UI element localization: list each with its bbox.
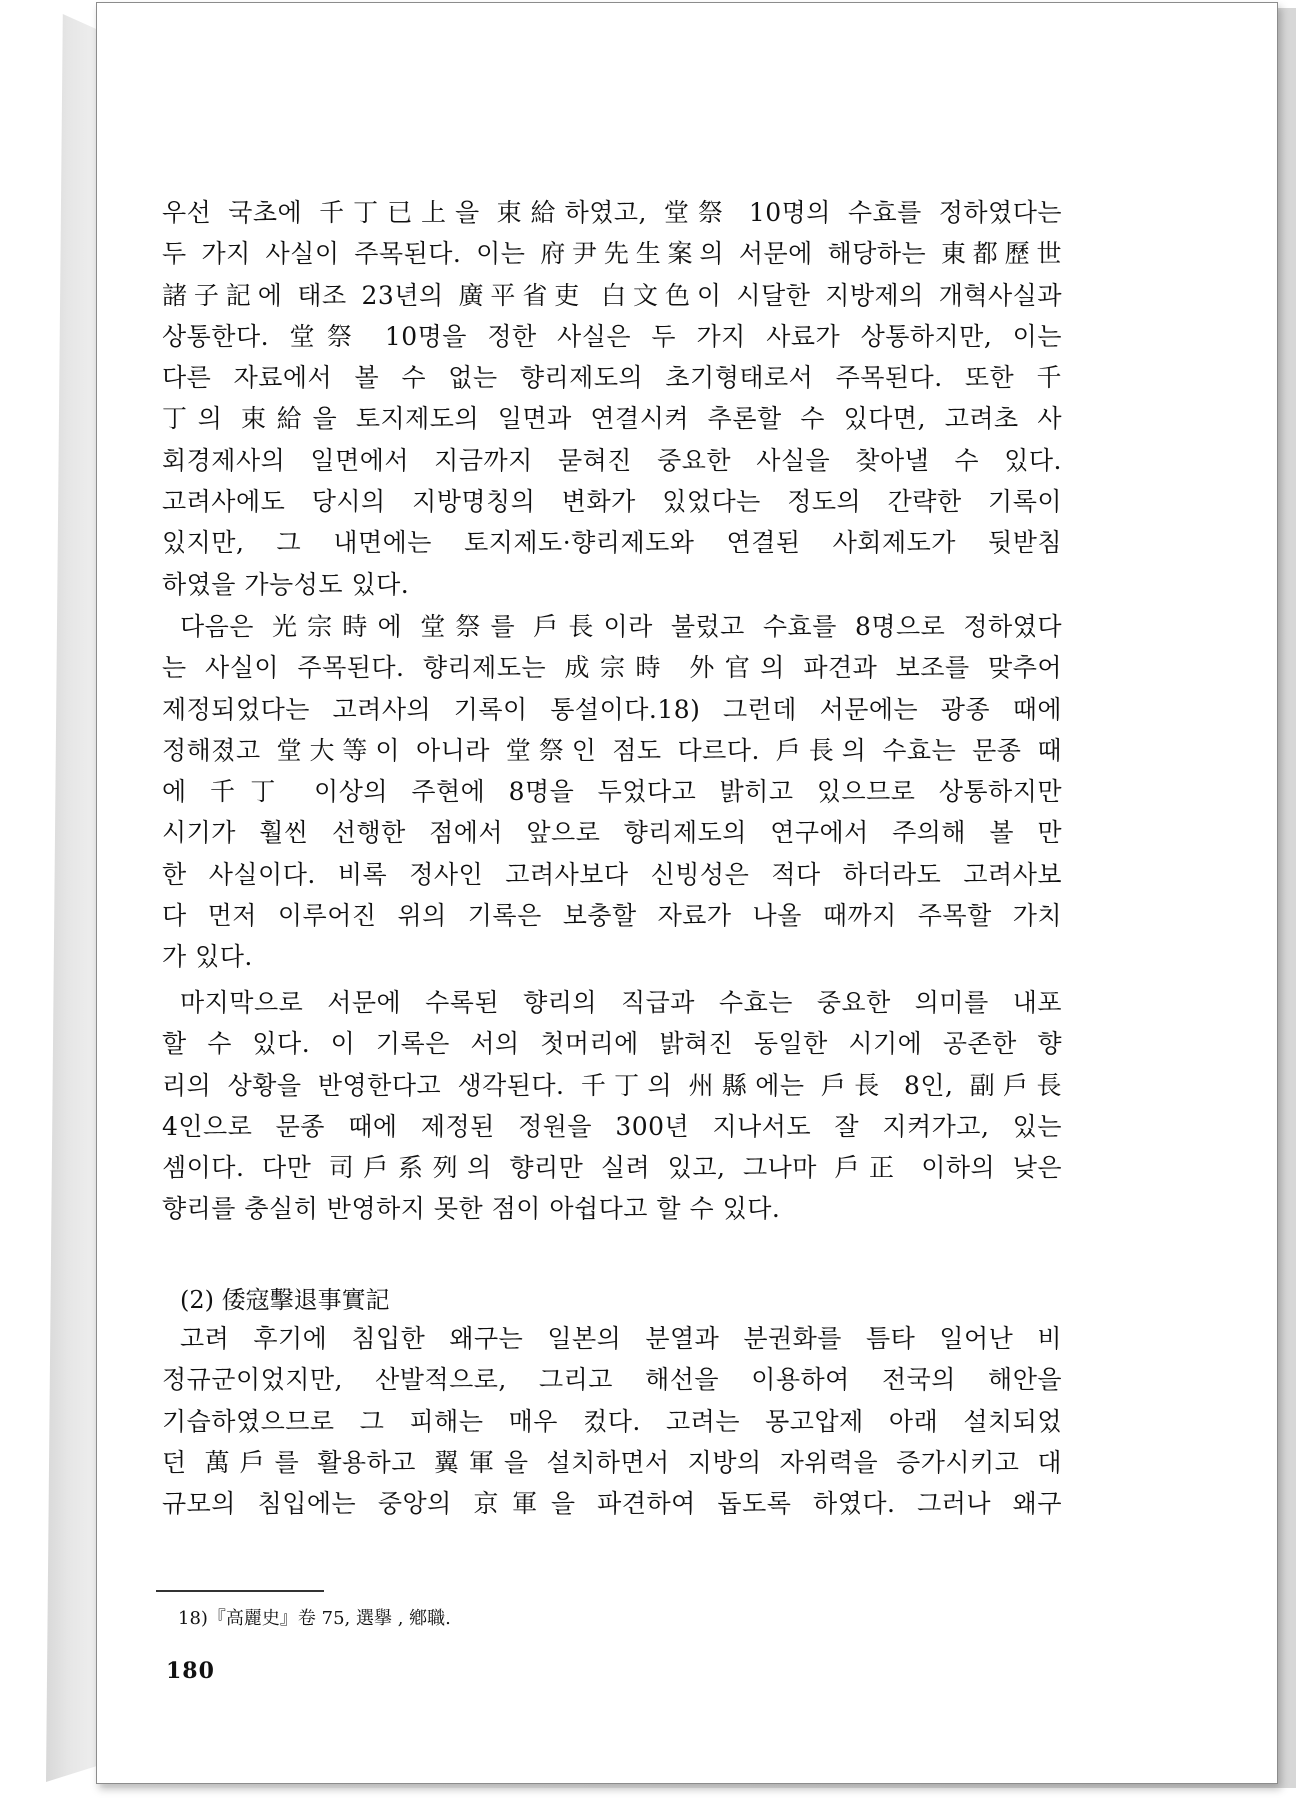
book-spine — [46, 14, 102, 1782]
text-line: 두 가지 사실이 주목된다. 이는 府尹先生案의 서문에 해당하는 東都歷世 — [162, 239, 1062, 269]
paragraph-4 — [162, 1318, 1062, 1524]
text-line: 고려 후기에 침입한 왜구는 일본의 분열과 분권화를 틈타 일어난 비 — [180, 1324, 1062, 1353]
text-line: 향리를 충실히 반영하지 못한 점이 아쉽다고 할 수 있다. — [162, 1194, 781, 1224]
page-number: 180 — [166, 1658, 215, 1684]
text-line: 다 먼저 이루어진 위의 기록은 보충할 자료가 나올 때까지 주목할 가치 — [162, 901, 1062, 931]
text-line: 우선 국초에 千丁已上을 束給하였고, 堂祭 10명의 수효를 정하였다는 — [162, 198, 1062, 227]
paragraph-2 — [162, 606, 1062, 978]
text-line: 할 수 있다. 이 기록은 서의 첫머리에 밝혀진 동일한 시기에 공존한 향 — [162, 1029, 1062, 1059]
text-line: 마지막으로 서문에 수록된 향리의 직급과 수효는 중요한 의미를 내포 — [180, 988, 1062, 1017]
section-heading: (2) 倭寇擊退事實記 — [180, 1286, 390, 1314]
text-line: 회경제사의 일면에서 지금까지 묻혀진 중요한 사실을 찾아낼 수 있다. — [162, 445, 1062, 475]
text-line: 던 萬戶를 활용하고 翼軍을 설치하면서 지방의 자위력을 증가시키고 대 — [162, 1447, 1062, 1477]
text-line: 상통한다. 堂祭 10명을 정한 사실은 두 가지 사료가 상통하지만, 이는 — [162, 321, 1062, 351]
footnote-divider — [156, 1590, 324, 1592]
text-line: 정규군이었지만, 산발적으로, 그리고 해선을 이용하여 전국의 해안을 — [162, 1365, 1062, 1395]
text-line: 는 사실이 주목된다. 향리제도는 成宗時 外官의 파견과 보조를 맞추어 — [162, 653, 1062, 683]
text-line: 시기가 훨씬 선행한 점에서 앞으로 향리제도의 연구에서 주의해 볼 만 — [162, 818, 1062, 848]
text-line: 규모의 침입에는 중앙의 京軍을 파견하여 돕도록 하였다. 그러나 왜구 — [162, 1489, 1062, 1519]
text-line: 諸子記에 태조 23년의 廣平省吏 白文色이 시달한 지방제의 개혁사실과 — [162, 280, 1062, 310]
text-line: 다른 자료에서 볼 수 없는 향리제도의 초기형태로서 주목된다. 또한 千 — [162, 363, 1062, 393]
text-line: 정해졌고 堂大等이 아니라 堂祭인 점도 다르다. 戶長의 수효는 문종 때 — [162, 735, 1062, 765]
text-line: 한 사실이다. 비록 정사인 고려사보다 신빙성은 적다 하더라도 고려사보 — [162, 859, 1062, 889]
text-line: 丁의 束給을 토지제도의 일면과 연결시켜 추론할 수 있다면, 고려초 사 — [162, 404, 1062, 434]
text-line: 리의 상황을 반영한다고 생각된다. 千丁의 州縣에는 戶長 8인, 副戶長 — [162, 1070, 1062, 1100]
text-line: 4인으로 문종 때에 제정된 정원을 300년 지나서도 잘 지켜가고, 있는 — [162, 1111, 1062, 1141]
footnote: 18)『高麗史』卷 75, 選擧 , 鄕職. — [178, 1608, 451, 1629]
text-line: 있지만, 그 내면에는 토지제도·향리제도와 연결된 사회제도가 뒷받침 — [162, 528, 1062, 558]
text-line: 가 있다. — [162, 942, 253, 972]
text-line: 고려사에도 당시의 지방명칭의 변화가 있었다는 정도의 간략한 기록이 — [162, 487, 1062, 517]
text-line: 기습하였으므로 그 피해는 매우 컸다. 고려는 몽고압제 아래 설치되었 — [162, 1406, 1062, 1436]
paragraph-3 — [162, 982, 1062, 1230]
text-line: 제정되었다는 고려사의 기록이 통설이다.18) 그런데 서문에는 광종 때에 — [162, 694, 1062, 724]
paragraph-1 — [162, 192, 1062, 605]
text-line: 셈이다. 다만 司戶系列의 향리만 실려 있고, 그나마 戶正 이하의 낮은 — [162, 1153, 1062, 1183]
text-line: 다음은 光宗時에 堂祭를 戶長이라 불렀고 수효를 8명으로 정하였다 — [180, 612, 1062, 641]
text-line: 에 千丁 이상의 주현에 8명을 두었다고 밝히고 있으므로 상통하지만 — [162, 777, 1062, 807]
text-line: 하였을 가능성도 있다. — [162, 569, 410, 599]
